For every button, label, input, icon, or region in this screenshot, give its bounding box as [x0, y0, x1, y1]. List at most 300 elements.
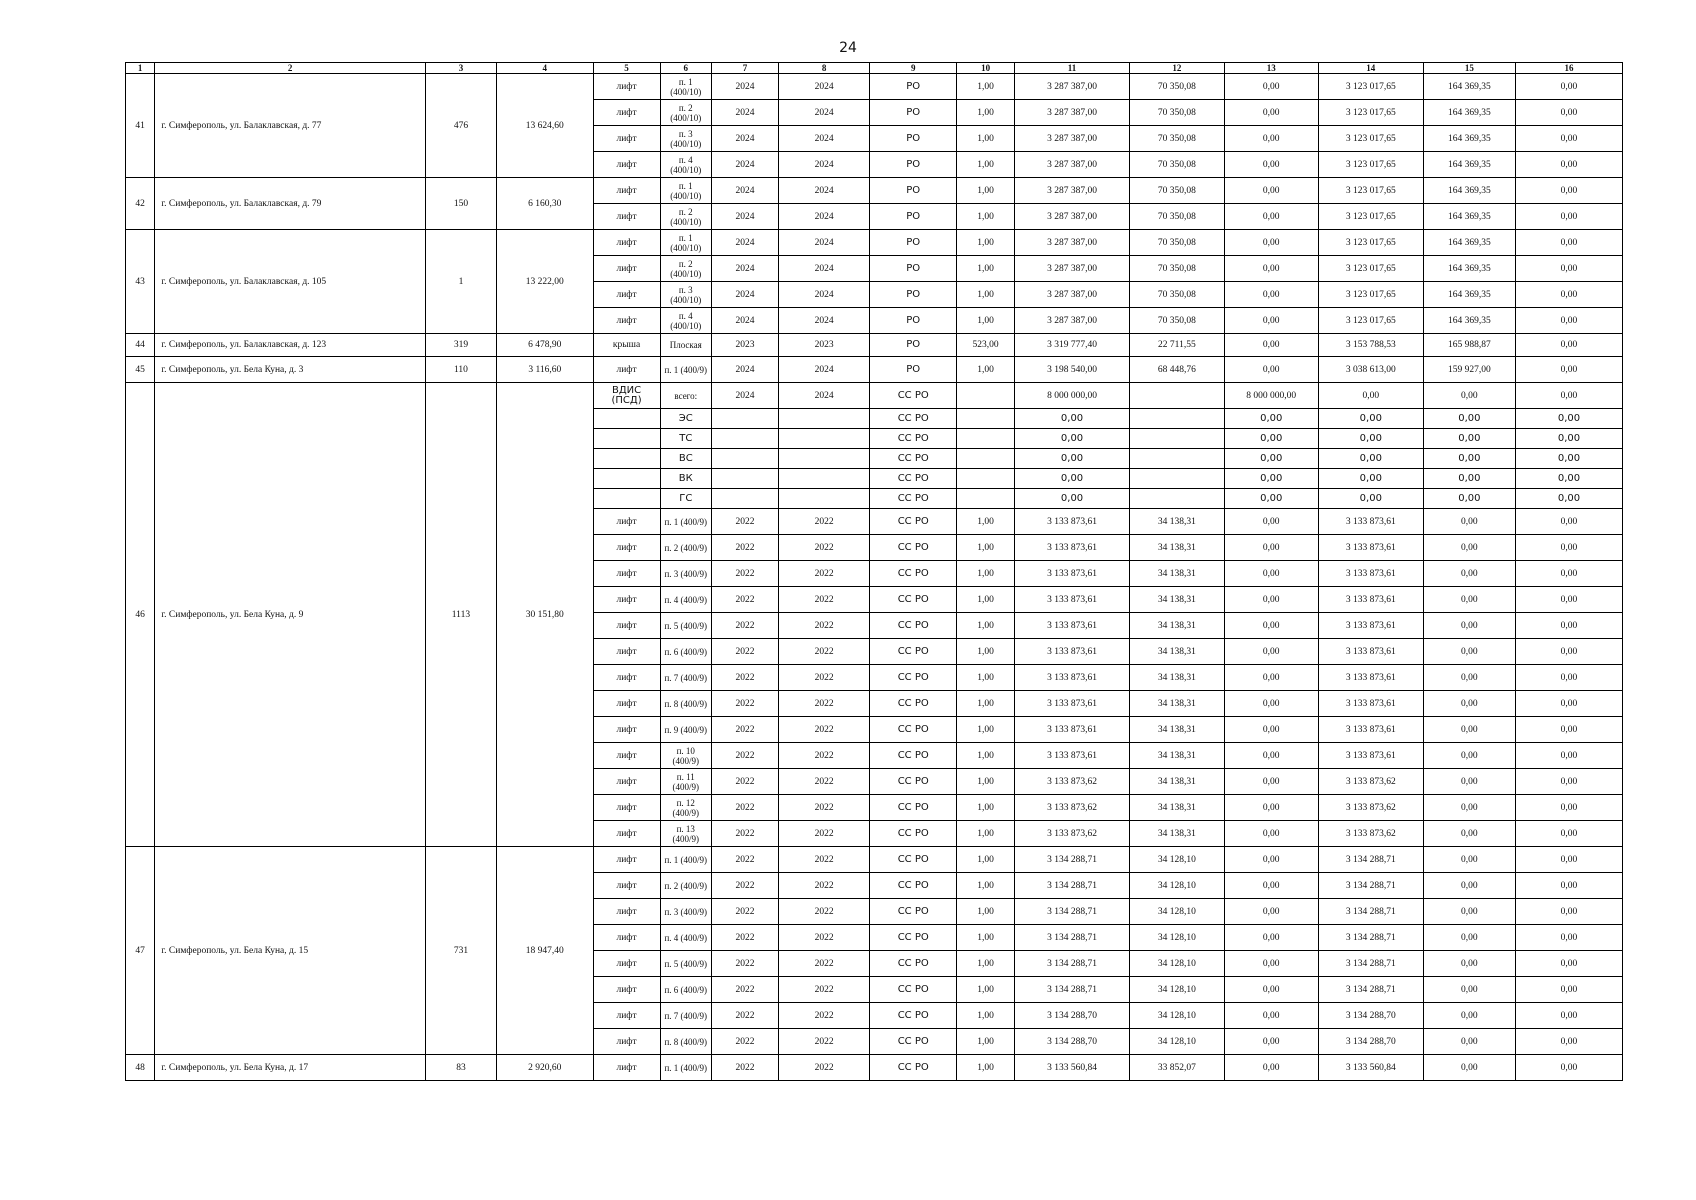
work-cell-9: СС РО: [870, 509, 957, 535]
work-cell-10: 1,00: [957, 204, 1015, 230]
work-cell-16: 0,00: [1515, 282, 1622, 308]
work-cell-12: 70 350,08: [1130, 100, 1224, 126]
work-cell-11: 0,00: [1014, 429, 1129, 449]
work-cell-15: 0,00: [1423, 1029, 1515, 1055]
work-cell-13: 0,00: [1224, 230, 1318, 256]
work-cell-14: 3 123 017,65: [1318, 308, 1423, 334]
work-cell-13: 0,00: [1224, 561, 1318, 587]
work-cell-9: РО: [870, 100, 957, 126]
work-cell-11: 3 134 288,71: [1014, 873, 1129, 899]
work-cell-15: 164 369,35: [1423, 256, 1515, 282]
work-cell-12: 34 138,31: [1130, 691, 1224, 717]
work-cell-10: 1,00: [957, 743, 1015, 769]
work-cell-15: 165 988,87: [1423, 334, 1515, 357]
work-cell-15: 159 927,00: [1423, 357, 1515, 383]
work-cell-14: 3 133 873,62: [1318, 769, 1423, 795]
work-cell-13: 0,00: [1224, 821, 1318, 847]
work-cell-11: 3 133 873,61: [1014, 535, 1129, 561]
work-cell-8: 2024: [779, 178, 870, 204]
work-cell-9: СС РО: [870, 899, 957, 925]
work-cell-8: 2022: [779, 795, 870, 821]
work-cell-15: 0,00: [1423, 821, 1515, 847]
work-cell-6: п. 3 (400/10): [660, 126, 711, 152]
house-number-cell: 43: [126, 230, 155, 334]
work-cell-10: 1,00: [957, 178, 1015, 204]
work-cell-16: 0,00: [1515, 429, 1622, 449]
work-cell-13: 0,00: [1224, 256, 1318, 282]
work-cell-6: п. 2 (400/9): [660, 535, 711, 561]
work-cell-9: СС РО: [870, 587, 957, 613]
work-cell-15: 0,00: [1423, 613, 1515, 639]
work-cell-13: 0,00: [1224, 469, 1318, 489]
work-cell-14: 3 133 873,61: [1318, 509, 1423, 535]
work-cell-9: СС РО: [870, 951, 957, 977]
work-cell-9: СС РО: [870, 429, 957, 449]
work-cell-12: 34 138,31: [1130, 769, 1224, 795]
work-cell-11: 3 133 873,61: [1014, 587, 1129, 613]
work-cell-7: 2024: [711, 126, 778, 152]
work-cell-7: [711, 429, 778, 449]
work-cell-5: крыша: [593, 334, 660, 357]
table-row: [126, 230, 1623, 256]
residents-cell: 83: [425, 1055, 496, 1081]
work-cell-8: 2022: [779, 613, 870, 639]
work-cell-15: 0,00: [1423, 587, 1515, 613]
work-cell-16: 0,00: [1515, 100, 1622, 126]
work-cell-10: 1,00: [957, 74, 1015, 100]
work-cell-14: 3 133 873,61: [1318, 535, 1423, 561]
work-cell-16: 0,00: [1515, 126, 1622, 152]
work-cell-16: 0,00: [1515, 769, 1622, 795]
work-cell-14: 3 134 288,71: [1318, 847, 1423, 873]
work-cell-8: 2024: [779, 282, 870, 308]
work-cell-15: 0,00: [1423, 899, 1515, 925]
work-cell-7: 2024: [711, 282, 778, 308]
work-cell-7: 2022: [711, 925, 778, 951]
table-body: [126, 63, 1623, 1081]
work-cell-8: 2022: [779, 873, 870, 899]
work-cell-14: 3 123 017,65: [1318, 100, 1423, 126]
work-cell-6: п. 13 (400/9): [660, 821, 711, 847]
work-cell-9: СС РО: [870, 383, 957, 409]
work-cell-13: 0,00: [1224, 899, 1318, 925]
work-cell-9: РО: [870, 126, 957, 152]
work-cell-12: 34 138,31: [1130, 587, 1224, 613]
work-cell-16: 0,00: [1515, 977, 1622, 1003]
work-cell-13: 0,00: [1224, 665, 1318, 691]
work-cell-13: 0,00: [1224, 1003, 1318, 1029]
work-cell-9: СС РО: [870, 449, 957, 469]
table-row: [126, 383, 1623, 409]
work-cell-8: 2024: [779, 74, 870, 100]
work-cell-12: 34 138,31: [1130, 535, 1224, 561]
work-cell-5: [593, 429, 660, 449]
work-cell-14: 3 133 873,61: [1318, 665, 1423, 691]
work-cell-15: 164 369,35: [1423, 230, 1515, 256]
work-cell-11: 3 287 387,00: [1014, 74, 1129, 100]
work-cell-7: 2022: [711, 873, 778, 899]
work-cell-10: 1,00: [957, 717, 1015, 743]
work-cell-10: 1,00: [957, 951, 1015, 977]
work-cell-11: 3 287 387,00: [1014, 126, 1129, 152]
work-cell-13: 0,00: [1224, 535, 1318, 561]
work-cell-7: 2024: [711, 178, 778, 204]
work-cell-10: 1,00: [957, 282, 1015, 308]
work-cell-13: 0,00: [1224, 873, 1318, 899]
work-cell-15: 0,00: [1423, 873, 1515, 899]
house-number-cell: 45: [126, 357, 155, 383]
work-cell-5: лифт: [593, 639, 660, 665]
work-cell-5: лифт: [593, 308, 660, 334]
address-cell: г. Симферополь, ул. Бела Куна, д. 3: [155, 357, 425, 383]
work-cell-13: 0,00: [1224, 769, 1318, 795]
work-cell-9: РО: [870, 178, 957, 204]
work-cell-15: 0,00: [1423, 951, 1515, 977]
work-cell-6: ГС: [660, 489, 711, 509]
area-cell: 30 151,80: [497, 383, 593, 847]
work-cell-6: п. 2 (400/9): [660, 873, 711, 899]
work-cell-12: 68 448,76: [1130, 357, 1224, 383]
work-cell-14: 3 153 788,53: [1318, 334, 1423, 357]
work-cell-12: 70 350,08: [1130, 74, 1224, 100]
work-cell-7: 2022: [711, 951, 778, 977]
work-cell-14: 3 134 288,71: [1318, 873, 1423, 899]
work-cell-9: РО: [870, 334, 957, 357]
residents-cell: 1113: [425, 383, 496, 847]
work-cell-7: 2024: [711, 230, 778, 256]
work-cell-14: 3 123 017,65: [1318, 74, 1423, 100]
work-cell-16: 0,00: [1515, 334, 1622, 357]
work-cell-10: [957, 429, 1015, 449]
work-cell-12: 34 128,10: [1130, 847, 1224, 873]
work-cell-16: 0,00: [1515, 178, 1622, 204]
work-cell-10: 1,00: [957, 256, 1015, 282]
work-cell-11: 0,00: [1014, 409, 1129, 429]
work-cell-14: 0,00: [1318, 383, 1423, 409]
work-cell-15: 0,00: [1423, 925, 1515, 951]
work-cell-8: 2024: [779, 256, 870, 282]
work-cell-8: 2022: [779, 821, 870, 847]
work-cell-11: 8 000 000,00: [1014, 383, 1129, 409]
work-cell-16: 0,00: [1515, 509, 1622, 535]
column-number-cell: 14: [1318, 63, 1423, 74]
work-cell-13: 0,00: [1224, 100, 1318, 126]
work-cell-11: 3 287 387,00: [1014, 178, 1129, 204]
work-cell-10: 1,00: [957, 1055, 1015, 1081]
work-cell-7: 2022: [711, 587, 778, 613]
work-cell-9: СС РО: [870, 535, 957, 561]
work-cell-11: 3 133 873,62: [1014, 821, 1129, 847]
work-cell-5: [593, 409, 660, 429]
work-cell-8: 2022: [779, 847, 870, 873]
work-cell-7: 2022: [711, 821, 778, 847]
work-cell-10: [957, 469, 1015, 489]
work-cell-6: всего:: [660, 383, 711, 409]
residents-cell: 110: [425, 357, 496, 383]
address-cell: г. Симферополь, ул. Балаклавская, д. 105: [155, 230, 425, 334]
work-cell-10: 523,00: [957, 334, 1015, 357]
work-cell-12: 70 350,08: [1130, 230, 1224, 256]
work-cell-7: 2022: [711, 535, 778, 561]
work-cell-12: 34 128,10: [1130, 1029, 1224, 1055]
work-cell-7: 2022: [711, 1055, 778, 1081]
work-cell-6: ЭС: [660, 409, 711, 429]
work-cell-8: 2022: [779, 977, 870, 1003]
work-cell-14: 3 123 017,65: [1318, 282, 1423, 308]
work-cell-15: 164 369,35: [1423, 204, 1515, 230]
work-cell-16: 0,00: [1515, 873, 1622, 899]
work-cell-9: РО: [870, 204, 957, 230]
work-cell-6: п. 1 (400/9): [660, 357, 711, 383]
work-cell-14: 3 134 288,70: [1318, 1029, 1423, 1055]
work-cell-9: РО: [870, 230, 957, 256]
work-cell-6: ВС: [660, 449, 711, 469]
work-cell-13: 0,00: [1224, 152, 1318, 178]
work-cell-12: 34 138,31: [1130, 743, 1224, 769]
work-cell-11: 3 287 387,00: [1014, 256, 1129, 282]
work-cell-5: лифт: [593, 1055, 660, 1081]
work-cell-15: 0,00: [1423, 469, 1515, 489]
work-cell-11: 0,00: [1014, 469, 1129, 489]
work-cell-5: [593, 489, 660, 509]
work-cell-14: 3 123 017,65: [1318, 126, 1423, 152]
work-cell-7: 2022: [711, 1029, 778, 1055]
work-cell-5: лифт: [593, 535, 660, 561]
work-cell-9: РО: [870, 256, 957, 282]
work-cell-9: СС РО: [870, 469, 957, 489]
work-cell-10: [957, 409, 1015, 429]
work-cell-10: [957, 449, 1015, 469]
work-cell-12: 34 138,31: [1130, 795, 1224, 821]
work-cell-16: 0,00: [1515, 535, 1622, 561]
work-cell-11: 3 134 288,71: [1014, 977, 1129, 1003]
table-row: [126, 74, 1623, 100]
work-cell-14: 0,00: [1318, 469, 1423, 489]
work-cell-16: 0,00: [1515, 899, 1622, 925]
work-cell-12: 34 128,10: [1130, 951, 1224, 977]
work-cell-14: 3 123 017,65: [1318, 152, 1423, 178]
work-cell-5: лифт: [593, 357, 660, 383]
work-cell-11: 3 134 288,70: [1014, 1029, 1129, 1055]
work-cell-8: 2022: [779, 899, 870, 925]
work-cell-6: п. 2 (400/10): [660, 100, 711, 126]
work-cell-16: 0,00: [1515, 691, 1622, 717]
work-cell-7: 2022: [711, 899, 778, 925]
work-cell-16: 0,00: [1515, 204, 1622, 230]
work-cell-10: 1,00: [957, 769, 1015, 795]
work-cell-16: 0,00: [1515, 489, 1622, 509]
house-number-cell: 41: [126, 74, 155, 178]
work-cell-7: 2024: [711, 100, 778, 126]
address-cell: г. Симферополь, ул. Бела Куна, д. 17: [155, 1055, 425, 1081]
work-cell-15: 0,00: [1423, 743, 1515, 769]
work-cell-14: 3 134 288,71: [1318, 951, 1423, 977]
work-cell-10: 1,00: [957, 100, 1015, 126]
work-cell-11: 3 133 873,61: [1014, 613, 1129, 639]
work-cell-5: лифт: [593, 256, 660, 282]
work-cell-16: 0,00: [1515, 1003, 1622, 1029]
work-cell-11: 3 133 560,84: [1014, 1055, 1129, 1081]
work-cell-5: лифт: [593, 899, 660, 925]
work-cell-12: 34 138,31: [1130, 821, 1224, 847]
work-cell-13: 0,00: [1224, 204, 1318, 230]
work-cell-11: 3 319 777,40: [1014, 334, 1129, 357]
work-cell-9: СС РО: [870, 1003, 957, 1029]
work-cell-11: 3 133 873,61: [1014, 561, 1129, 587]
column-number-cell: 12: [1130, 63, 1224, 74]
work-cell-6: п. 7 (400/9): [660, 1003, 711, 1029]
work-cell-7: 2024: [711, 74, 778, 100]
work-cell-9: РО: [870, 308, 957, 334]
work-cell-8: 2024: [779, 152, 870, 178]
work-cell-6: Плоская: [660, 334, 711, 357]
work-cell-6: п. 2 (400/10): [660, 204, 711, 230]
work-cell-14: 3 038 613,00: [1318, 357, 1423, 383]
work-cell-6: п. 8 (400/9): [660, 1029, 711, 1055]
work-cell-6: п. 4 (400/9): [660, 587, 711, 613]
work-cell-7: 2024: [711, 204, 778, 230]
column-number-cell: 2: [155, 63, 425, 74]
work-cell-6: п. 2 (400/10): [660, 256, 711, 282]
work-cell-15: 0,00: [1423, 409, 1515, 429]
work-cell-5: лифт: [593, 126, 660, 152]
work-cell-11: 3 287 387,00: [1014, 282, 1129, 308]
work-cell-11: 3 134 288,71: [1014, 951, 1129, 977]
work-cell-5: лифт: [593, 951, 660, 977]
column-number-cell: 5: [593, 63, 660, 74]
work-cell-12: [1130, 489, 1224, 509]
work-cell-14: 3 134 288,71: [1318, 899, 1423, 925]
work-cell-12: [1130, 449, 1224, 469]
work-cell-11: 3 133 873,61: [1014, 717, 1129, 743]
work-cell-10: 1,00: [957, 1003, 1015, 1029]
work-cell-7: [711, 469, 778, 489]
work-cell-14: 3 133 873,61: [1318, 743, 1423, 769]
work-cell-16: 0,00: [1515, 951, 1622, 977]
work-cell-7: 2024: [711, 308, 778, 334]
work-cell-14: 3 123 017,65: [1318, 178, 1423, 204]
work-cell-7: 2022: [711, 717, 778, 743]
work-cell-8: [779, 489, 870, 509]
work-cell-14: 3 134 288,70: [1318, 1003, 1423, 1029]
work-cell-6: п. 8 (400/9): [660, 691, 711, 717]
work-cell-12: [1130, 469, 1224, 489]
residents-cell: 476: [425, 74, 496, 178]
work-cell-15: 0,00: [1423, 639, 1515, 665]
work-cell-8: 2022: [779, 535, 870, 561]
work-cell-15: 164 369,35: [1423, 178, 1515, 204]
work-cell-5: лифт: [593, 204, 660, 230]
work-cell-5: лифт: [593, 847, 660, 873]
work-cell-12: 22 711,55: [1130, 334, 1224, 357]
work-cell-8: 2022: [779, 925, 870, 951]
work-cell-10: 1,00: [957, 1029, 1015, 1055]
work-cell-11: 3 287 387,00: [1014, 308, 1129, 334]
work-cell-7: 2024: [711, 357, 778, 383]
work-cell-9: СС РО: [870, 743, 957, 769]
work-cell-5: лифт: [593, 613, 660, 639]
work-cell-8: 2022: [779, 717, 870, 743]
work-cell-6: п. 7 (400/9): [660, 665, 711, 691]
work-cell-11: 3 287 387,00: [1014, 230, 1129, 256]
work-cell-14: 3 123 017,65: [1318, 204, 1423, 230]
work-cell-10: 1,00: [957, 795, 1015, 821]
work-cell-8: 2024: [779, 230, 870, 256]
work-cell-6: п. 6 (400/9): [660, 977, 711, 1003]
work-cell-9: СС РО: [870, 1029, 957, 1055]
work-cell-6: п. 3 (400/9): [660, 899, 711, 925]
work-cell-16: 0,00: [1515, 795, 1622, 821]
work-cell-8: 2024: [779, 357, 870, 383]
work-cell-6: п. 6 (400/9): [660, 639, 711, 665]
work-cell-6: п. 1 (400/10): [660, 178, 711, 204]
work-cell-5: лифт: [593, 178, 660, 204]
work-cell-15: 164 369,35: [1423, 126, 1515, 152]
work-cell-12: 70 350,08: [1130, 204, 1224, 230]
work-cell-15: 0,00: [1423, 769, 1515, 795]
work-cell-10: 1,00: [957, 977, 1015, 1003]
work-cell-12: [1130, 383, 1224, 409]
address-cell: г. Симферополь, ул. Бела Куна, д. 15: [155, 847, 425, 1055]
work-cell-7: 2022: [711, 613, 778, 639]
work-cell-11: 3 133 873,62: [1014, 795, 1129, 821]
work-cell-7: [711, 489, 778, 509]
work-cell-9: РО: [870, 282, 957, 308]
work-cell-7: 2022: [711, 795, 778, 821]
work-cell-11: 3 287 387,00: [1014, 100, 1129, 126]
work-cell-6: п. 5 (400/9): [660, 613, 711, 639]
work-cell-5: лифт: [593, 977, 660, 1003]
work-cell-13: 0,00: [1224, 126, 1318, 152]
work-cell-10: 1,00: [957, 230, 1015, 256]
work-cell-16: 0,00: [1515, 152, 1622, 178]
work-cell-8: [779, 409, 870, 429]
work-cell-10: 1,00: [957, 899, 1015, 925]
work-cell-15: 0,00: [1423, 847, 1515, 873]
work-cell-7: 2022: [711, 639, 778, 665]
house-number-cell: 42: [126, 178, 155, 230]
table-row: [126, 1055, 1623, 1081]
work-cell-8: 2022: [779, 1055, 870, 1081]
work-cell-8: 2024: [779, 308, 870, 334]
work-cell-15: 0,00: [1423, 535, 1515, 561]
work-cell-14: 3 134 288,71: [1318, 925, 1423, 951]
column-number-cell: 16: [1515, 63, 1622, 74]
work-cell-16: 0,00: [1515, 587, 1622, 613]
work-cell-12: 70 350,08: [1130, 126, 1224, 152]
work-cell-13: 0,00: [1224, 308, 1318, 334]
work-cell-10: [957, 383, 1015, 409]
work-cell-7: 2024: [711, 256, 778, 282]
table-row: [126, 334, 1623, 357]
work-cell-10: 1,00: [957, 152, 1015, 178]
work-cell-15: 164 369,35: [1423, 282, 1515, 308]
address-cell: г. Симферополь, ул. Балаклавская, д. 123: [155, 334, 425, 357]
work-cell-9: СС РО: [870, 409, 957, 429]
column-number-cell: 10: [957, 63, 1015, 74]
work-cell-13: 0,00: [1224, 691, 1318, 717]
work-cell-12: [1130, 409, 1224, 429]
work-cell-13: 0,00: [1224, 847, 1318, 873]
work-cell-9: СС РО: [870, 821, 957, 847]
work-cell-5: лифт: [593, 1003, 660, 1029]
work-cell-5: лифт: [593, 665, 660, 691]
work-cell-12: [1130, 429, 1224, 449]
work-cell-5: лифт: [593, 873, 660, 899]
work-cell-11: 3 134 288,71: [1014, 847, 1129, 873]
work-cell-14: 0,00: [1318, 489, 1423, 509]
work-cell-16: 0,00: [1515, 665, 1622, 691]
